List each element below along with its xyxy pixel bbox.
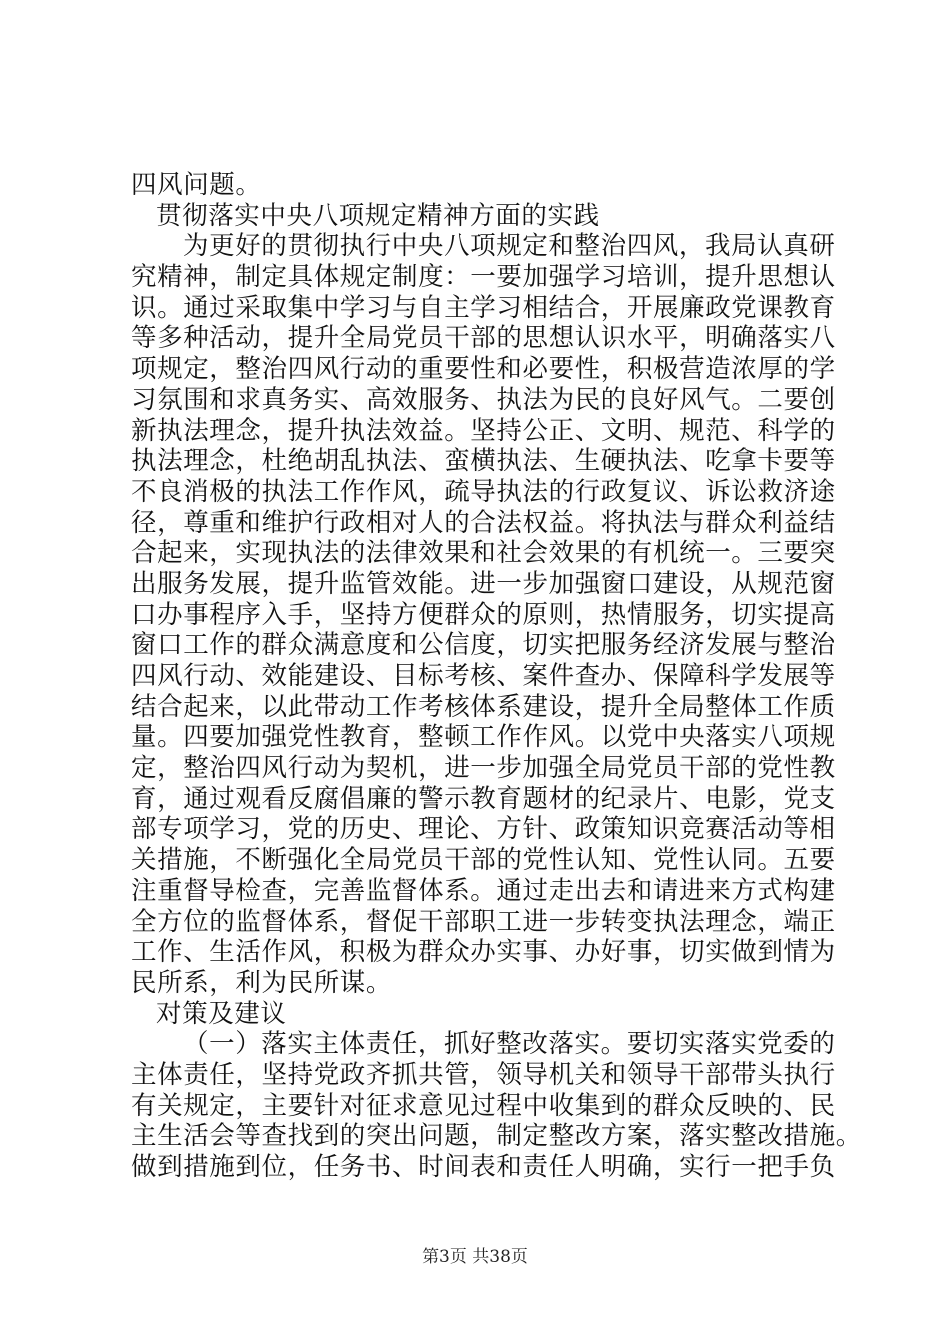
text-line: 识。通过采取集中学习与自主学习相结合，开展廉政党课教育 — [131, 292, 836, 323]
text-line: 关措施，不断强化全局党员干部的党性认知、党性认同。五要 — [131, 845, 836, 876]
section-heading: 贯彻落实中央八项规定精神方面的实践 — [156, 200, 600, 231]
paragraph-start-line: （一）落实主体责任，抓好整改落实。要切实落实党委的 — [183, 1029, 836, 1060]
text-line: 合起来，实现执法的法律效果和社会效果的有机统一。三要突 — [131, 538, 836, 569]
text-line: 径，尊重和维护行政相对人的合法权益。将执法与群众利益结 — [131, 507, 836, 538]
text-line: 不良消极的执法工作作风，疏导执法的行政复议、诉讼救济途 — [131, 476, 836, 507]
text-line: 项规定，整治四风行动的重要性和必要性，积极营造浓厚的学 — [131, 354, 836, 385]
paragraph-start-line: 为更好的贯彻执行中央八项规定和整治四风，我局认真研 — [183, 231, 836, 262]
text-line: 等多种活动，提升全局党员干部的思想认识水平，明确落实八 — [131, 323, 836, 354]
text-line: 主体责任，坚持党政齐抓共管，领导机关和领导干部带头执行 — [131, 1059, 836, 1090]
text-line: 四风行动、效能建设、目标考核、案件查办、保障科学发展等 — [131, 661, 836, 691]
text-line: 执法理念，杜绝胡乱执法、蛮横执法、生硬执法、吃拿卡要等 — [131, 446, 836, 477]
text-line: 出服务发展，提升监管效能。进一步加强窗口建设，从规范窗 — [131, 568, 836, 599]
text-line: 量。四要加强党性教育，整顿工作作风。以党中央落实八项规 — [131, 722, 836, 753]
text-line: 窗口工作的群众满意度和公信度，切实把服务经济发展与整治 — [131, 630, 836, 661]
text-line: 新执法理念，提升执法效益。坚持公正、文明、规范、科学的 — [131, 415, 836, 446]
text-line: 习氛围和求真务实、高效服务、执法为民的良好风气。二要创 — [131, 384, 836, 415]
text-line: 做到措施到位，任务书、时间表和责任人明确，实行一把手负 — [131, 1152, 836, 1182]
text-line: 有关规定，主要针对征求意见过程中收集到的群众反映的、民 — [131, 1090, 836, 1121]
section-heading: 对策及建议 — [156, 998, 287, 1029]
text-line: 部专项学习，党的历史、理论、方针、政策知识竞赛活动等相 — [131, 814, 836, 845]
text-line: 结合起来，以此带动工作考核体系建设，提升全局整体工作质 — [131, 691, 836, 722]
text-line: 口办事程序入手，坚持方便群众的原则，热情服务，切实提高 — [131, 599, 836, 630]
document-body — [131, 170, 862, 1183]
page-number-footer: 第3页 共38页 — [422, 1247, 528, 1267]
text-line: 定，整治四风行动为契机，进一步加强全局党员干部的党性教 — [131, 753, 836, 784]
text-line: 四风问题。 — [131, 170, 262, 200]
text-line: 全方位的监督体系，督促干部职工进一步转变执法理念，端正 — [131, 906, 836, 937]
text-line: 工作、生活作风，积极为群众办实事、办好事，切实做到情为 — [131, 937, 836, 968]
text-line: 究精神，制定具体规定制度：一要加强学习培训，提升思想认 — [131, 262, 836, 293]
text-line: 主生活会等查找到的突出问题，制定整改方案，落实整改措施。 — [131, 1121, 862, 1152]
text-line: 注重督导检查，完善监督体系。通过走出去和请进来方式构建 — [131, 875, 836, 906]
text-line: 民所系，利为民所谋。 — [131, 967, 393, 998]
text-line: 育，通过观看反腐倡廉的警示教育题材的纪录片、电影，党支 — [131, 783, 836, 814]
